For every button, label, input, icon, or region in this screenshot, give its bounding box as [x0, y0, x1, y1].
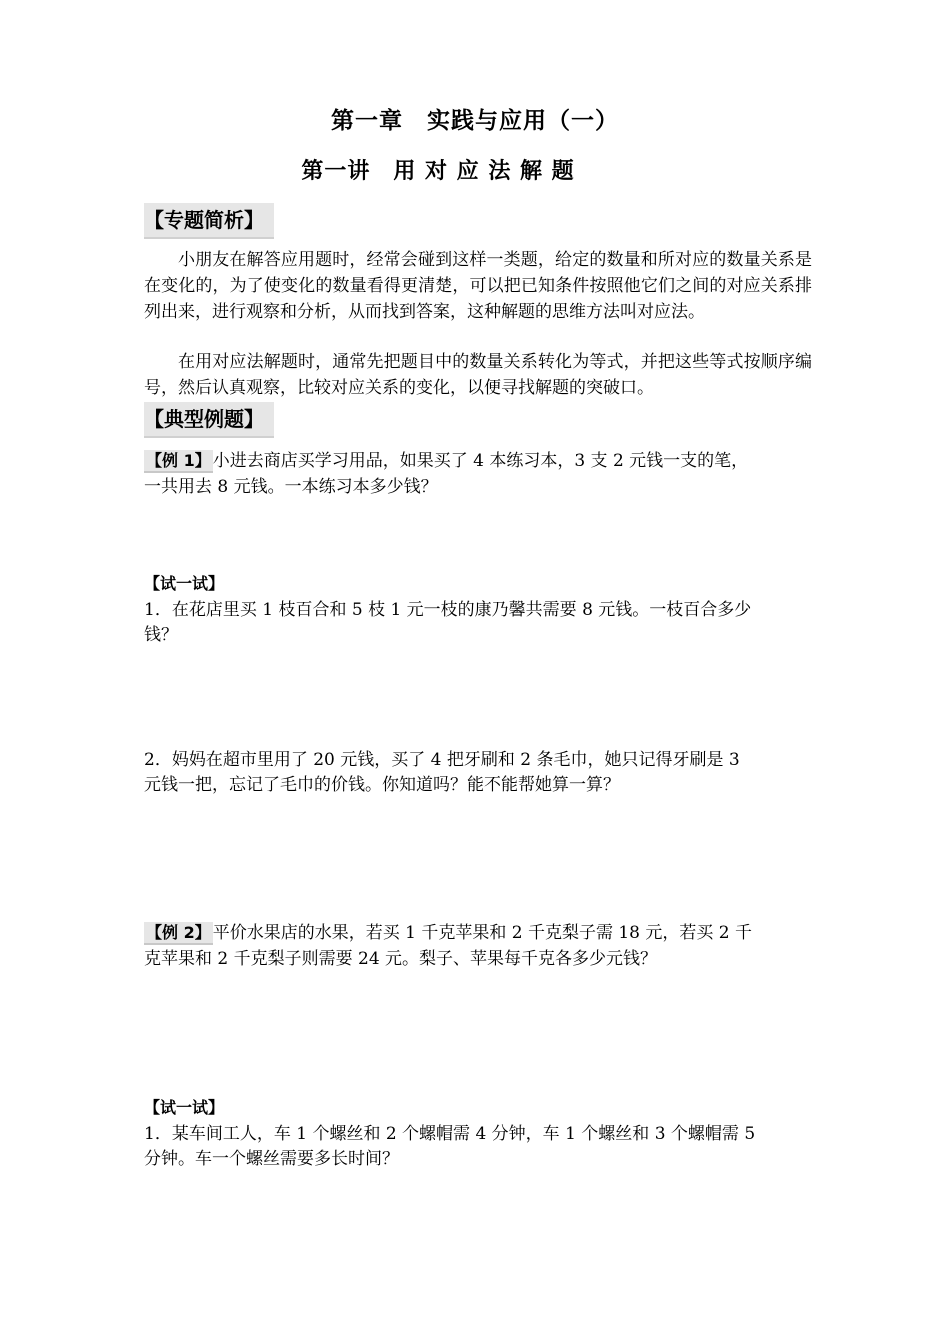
analysis-paragraph-1: 小朋友在解答应用题时，经常会碰到这样一类题，给定的数量和所对应的数量关系是在变化的，为了使变化的数量看得更清楚，可以把已知条件按照他它们之间的对应关系排列出来，进行观察和分析，从而找到答案，这种解题的思维方法叫对应法。 — [144, 250, 812, 322]
example-1-line-1 — [144, 448, 812, 474]
example-2-tag: 【例 2】 — [144, 922, 213, 945]
try-1-question-1-line-1: 1．在花店里买 1 枝百合和 5 枝 1 元一枝的康乃馨共需要 8 元钱。一枝百合多少 — [144, 600, 752, 620]
chapter-title: 第一章 实践与应用（一） — [331, 107, 619, 134]
example-1-tag: 【例 1】 — [144, 450, 213, 473]
example-2-line-1 — [144, 920, 812, 946]
try-2-question-1-line-1: 1．某车间工人，车 1 个螺丝和 2 个螺帽需 4 分钟，车 1 个螺丝和 3 个螺帽需 5 — [144, 1124, 756, 1144]
try-1-question-1-line-2: 钱？ — [144, 625, 178, 645]
try-1-question-2-line-2: 元钱一把，忘记了毛巾的价钱。你知道吗？能不能帮她算一算？ — [144, 775, 620, 795]
try-heading-2: 【试一试】 — [144, 1098, 225, 1117]
analysis-paragraph-2: 在用对应法解题时，通常先把题目中的数量关系转化为等式，并把这些等式按顺序编号，然后认真观察，比较对应关系的变化，以便寻找解题的突破口。 — [144, 352, 812, 398]
example-2-text-1: 平价水果店的水果，若买 1 千克苹果和 2 千克梨子需 18 元，若买 2 千 — [212, 923, 753, 943]
lecture-title: 第一讲 用 对 应 法 解 题 — [301, 158, 575, 184]
examples-heading: 【典型例题】 — [144, 402, 274, 438]
analysis-heading: 【专题简析】 — [144, 203, 274, 239]
try-2-question-1-line-2: 分钟。车一个螺丝需要多长时间？ — [144, 1149, 399, 1169]
try-1-question-2-line-1: 2．妈妈在超市里用了 20 元钱，买了 4 把牙刷和 2 条毛巾，她只记得牙刷是 3 — [144, 750, 740, 770]
example-2-line-2: 克苹果和 2 千克梨子则需要 24 元。梨子、苹果每千克各多少元钱？ — [144, 949, 658, 969]
example-1-text-1: 小进去商店买学习用品，如果买了 4 本练习本，3 支 2 元钱一支的笔， — [212, 451, 749, 471]
try-heading-1: 【试一试】 — [144, 574, 225, 593]
example-1-line-2: 一共用去 8 元钱。一本练习本多少钱？ — [144, 477, 438, 497]
